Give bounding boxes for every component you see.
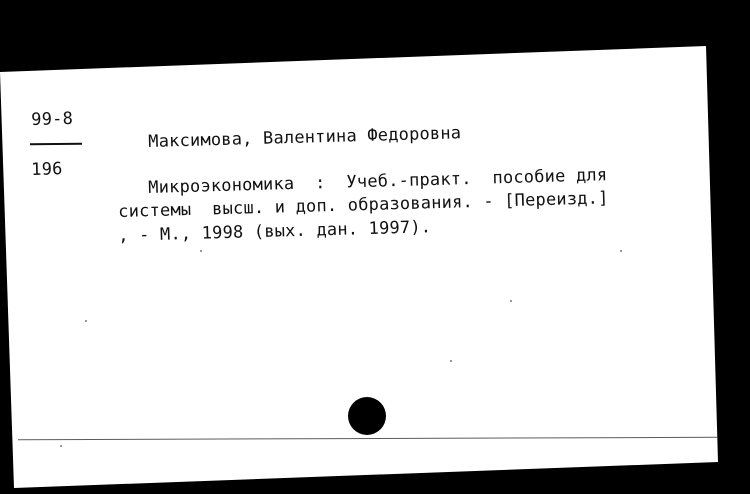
call-number-top: 99-8	[31, 108, 74, 130]
author-heading: Максимова, Валентина Федоровна	[148, 123, 462, 152]
scan-speck	[85, 320, 87, 322]
call-number-bottom: 196	[31, 159, 63, 180]
title-line-1: Микроэкономика : Учеб.-практ. пособие для	[148, 165, 608, 198]
punch-hole	[348, 397, 386, 435]
scan-speck	[60, 445, 62, 447]
title-line-2: системы высш. и доп. образования. - [Переизд.]	[118, 188, 609, 222]
title-line-3: , - М., 1998 (вых. дан. 1997).	[118, 217, 432, 246]
scan-speck	[510, 300, 512, 302]
scan-speck	[200, 250, 202, 252]
scan-speck	[450, 360, 452, 362]
scan-speck	[620, 250, 622, 252]
